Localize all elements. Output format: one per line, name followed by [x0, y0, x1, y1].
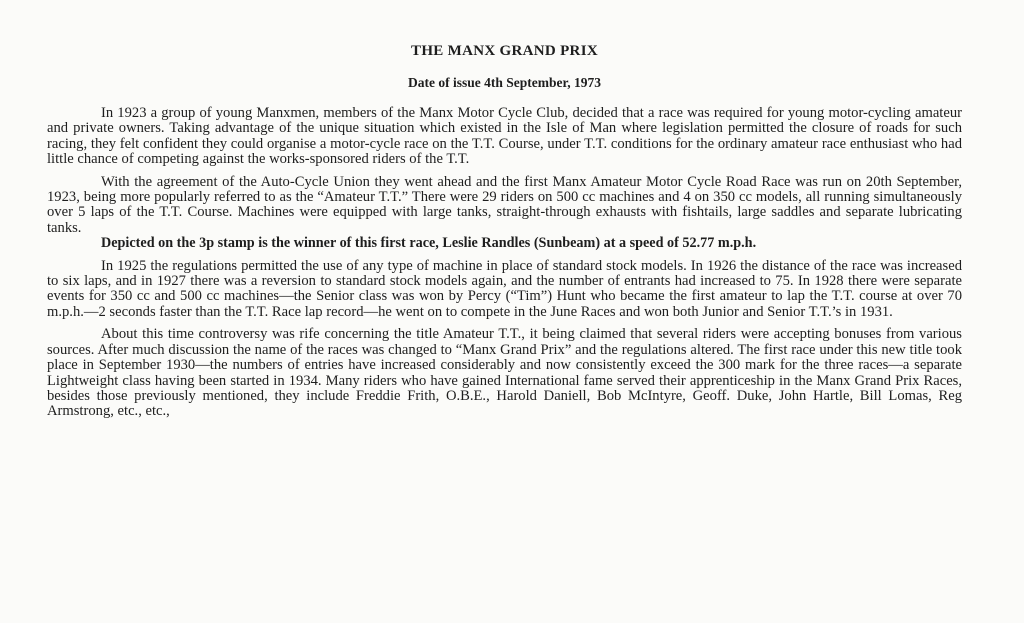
date-of-issue: Date of issue 4th September, 1973: [408, 75, 601, 90]
paragraph-stamp-winner: Depicted on the 3p stamp is the winner of this first race, Leslie Randles (Sunbeam) at a speed of 52.77 m.p.h.: [101, 235, 757, 252]
document-page: [47, 42, 962, 427]
paragraph-regulations: In 1925 the regulations permitted the use of any type of machine in place of standard stock models. In 1926 the distance of the race was increased to six laps, and in 1927 there was a reversion to standard stock models again, and the number of entrants had increased to 75. In 1928 there were separate events for 350 cc and 500 cc machines—the Senior class was won by Percy (“Tim”) Hunt who became the first amateur to lap the T.T. course at over 70 m.p.h.—2 seconds faster than the T.T. Race lap record—he went on to compete in the June Races and won both Junior and Senior T.T.’s in 1931.: [47, 257, 962, 320]
paragraph-grand-prix-name: About this time controversy was rife concerning the title Amateur T.T., it being claimed that several riders were accepting bonuses from various sources. After much discussion the name of the races was changed to “Manx Grand Prix” and the regulations altered. The first race under this new title took place in September 1930—the numbers of entries have increased considerably and now consistently exceed the 300 mark for the three races—a separate Lightweight class having been started in 1934. Many riders who have gained International fame served their apprenticeship in the Manx Grand Prix Races, besides those previously mentioned, they include Freddie Frith, O.B.E., Harold Daniell, Bob McIntyre, Geoff. Duke, John Hartle, Bill Lomas, Reg Armstrong, etc., etc.,: [47, 326, 962, 420]
paragraph-first-race: With the agreement of the Auto-Cycle Union they went ahead and the first Manx Amateur Motor Cycle Road Race was run on 20th September, 1923, being more popularly referred to as the “Amateur T.T.” There were 29 riders on 500 cc machines and 4 on 350 cc models, all running simultaneously over 5 laps of the T.T. Course. Machines were equipped with large tanks, straight-through exhausts with fishtails, large saddles and separate lubricating tanks.: [47, 173, 962, 236]
document-title: THE MANX GRAND PRIX: [411, 43, 598, 59]
paragraph-origins: In 1923 a group of young Manxmen, members of the Manx Motor Cycle Club, decided that a race was required for young motor-cycling amateur and private owners. Taking advantage of the unique situation which existed in the Isle of Man where legislation permitted the closure of roads for such racing, they felt confident they could organise a motor-cycle race on the T.T. Course, under T.T. conditions for the ordinary amateur race enthusiast who had little chance of competing against the works-sponsored riders of the T.T.: [47, 105, 962, 168]
